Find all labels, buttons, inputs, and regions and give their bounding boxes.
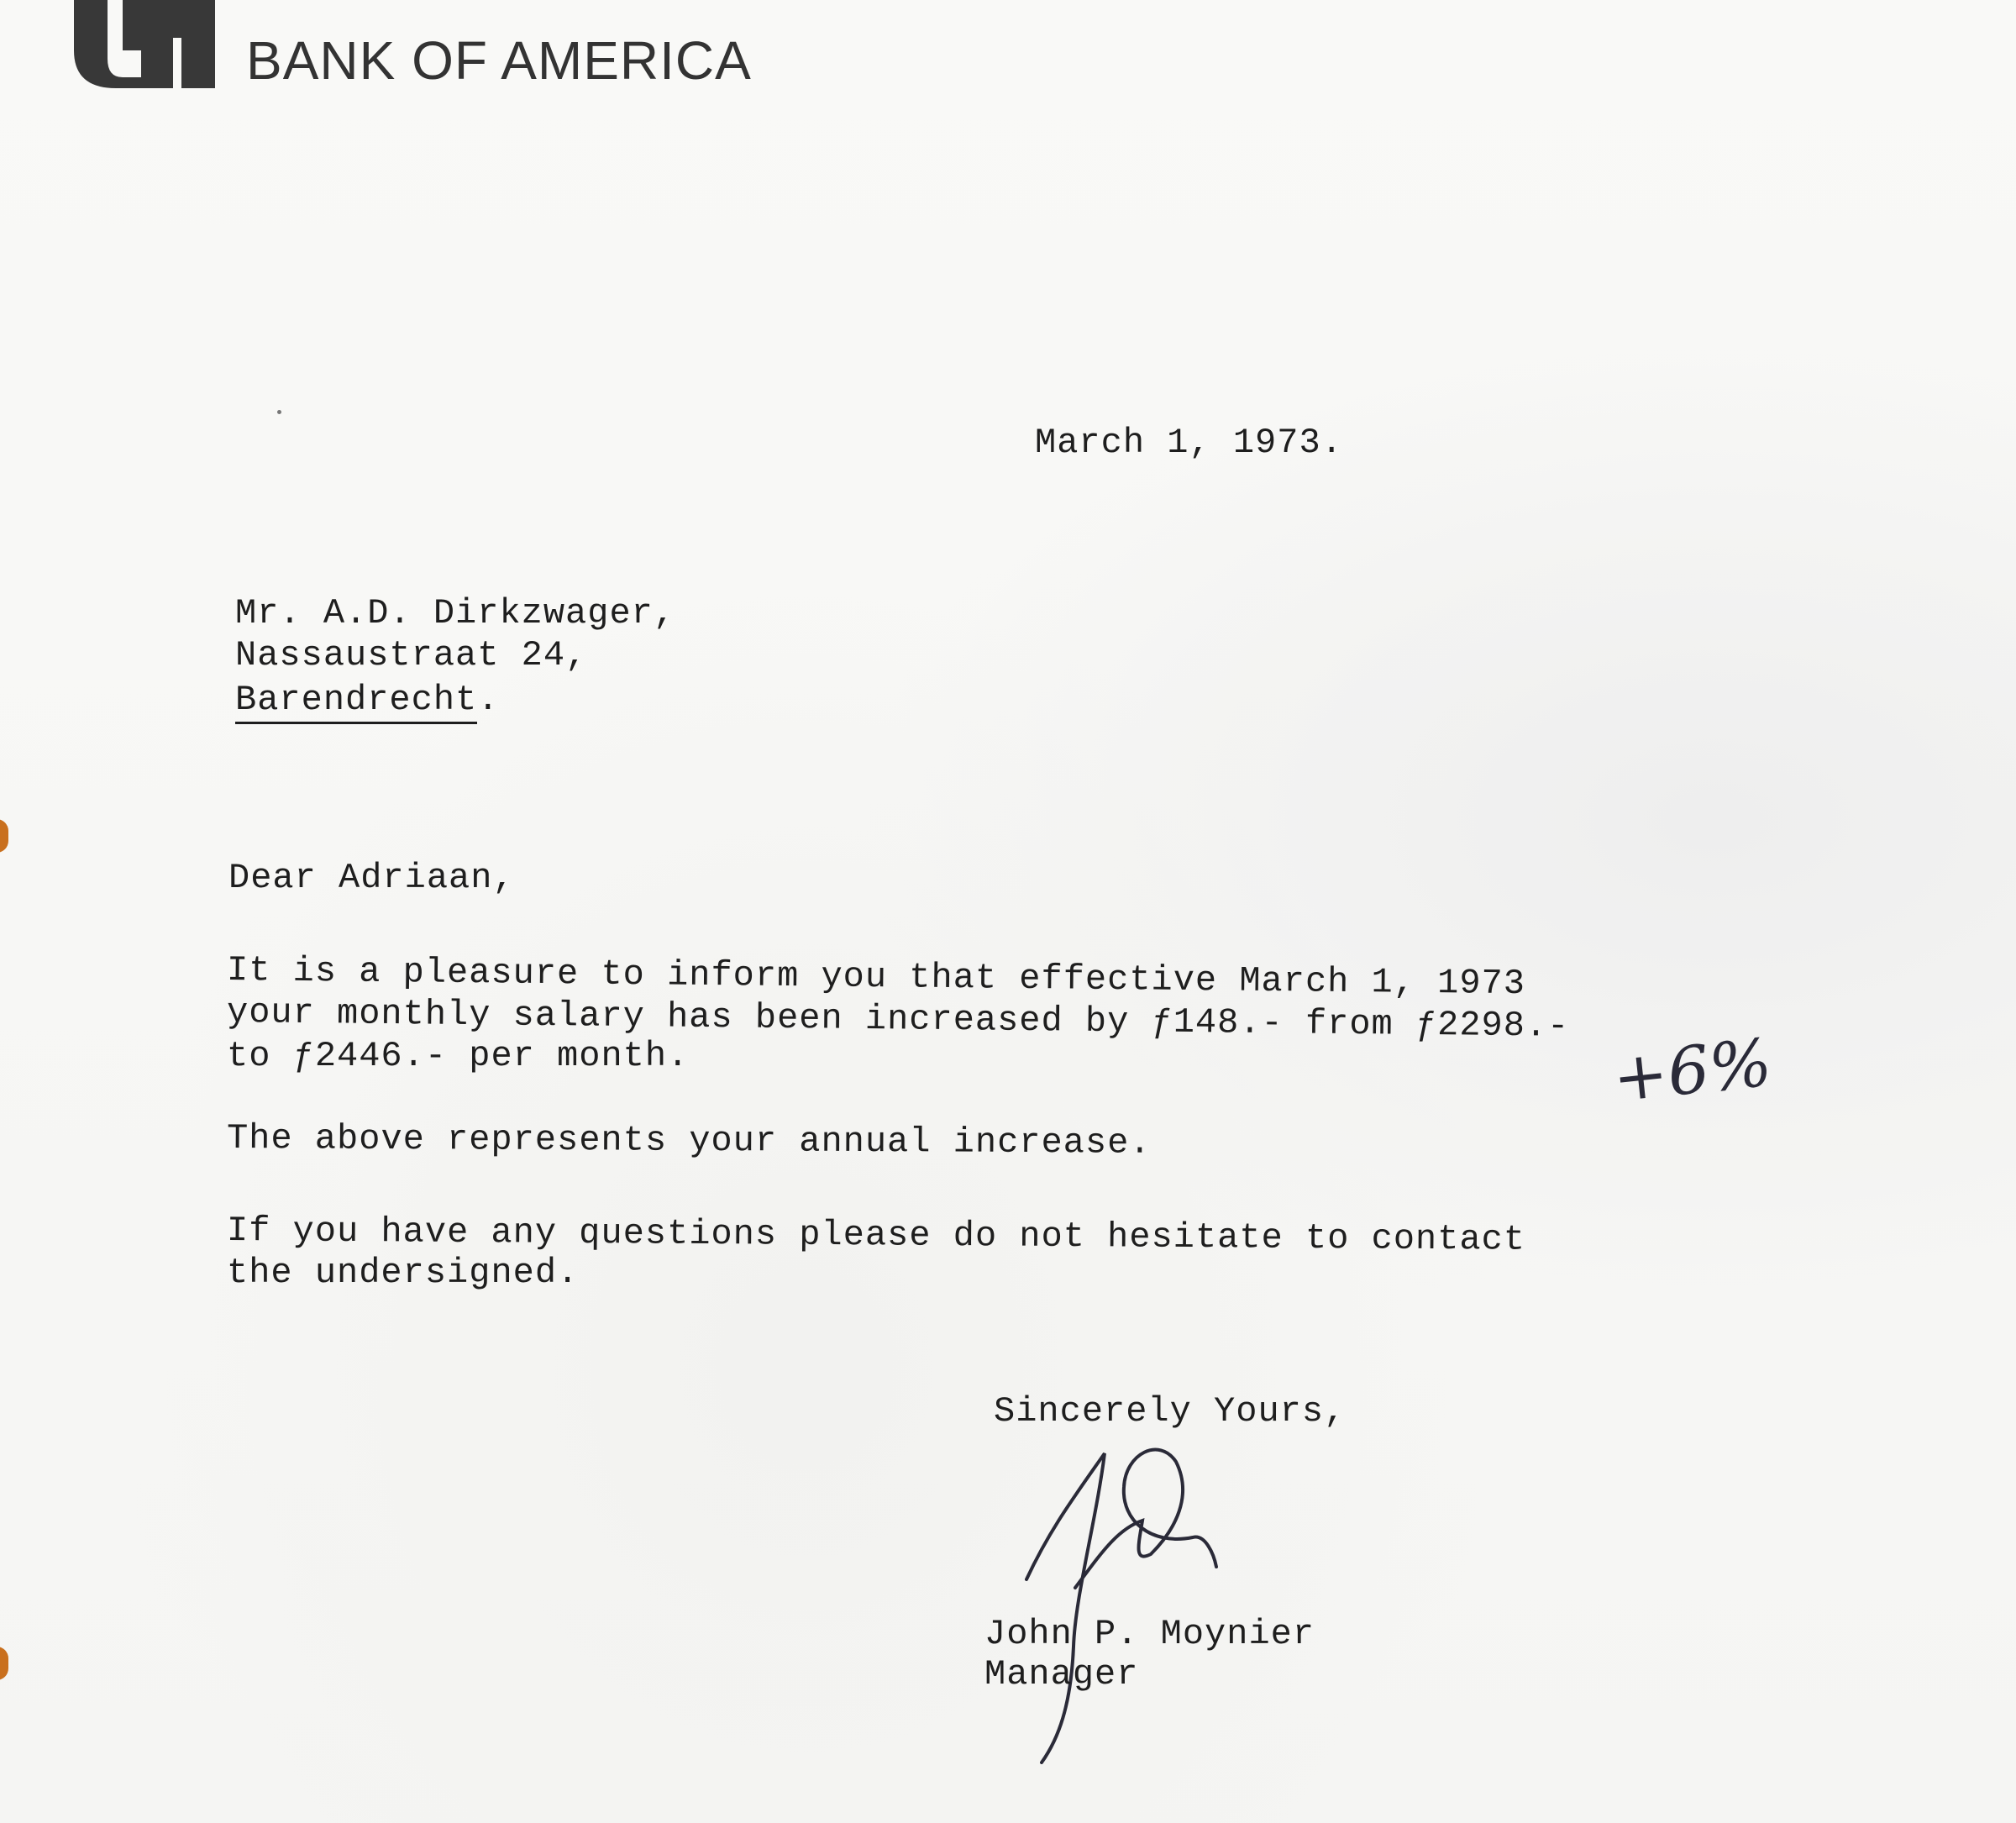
letter-date: March 1, 1973. [1035, 423, 1343, 463]
paragraph-1-line-2: your monthly salary has been increased by ƒ148.- from ƒ2298.- [226, 992, 1570, 1047]
handwritten-signature-icon [1025, 1428, 1294, 1764]
recipient-name: Mr. A.D. Dirkzwager, [235, 593, 676, 633]
recipient-city-suffix: . [477, 680, 500, 720]
paragraph-3-line-1: If you have any questions please do not hesitate to contact [226, 1211, 1526, 1260]
binder-hole [0, 819, 8, 853]
letterhead [74, 0, 830, 92]
recipient-street: Nassaustraat 24, [235, 635, 588, 675]
bank-logo-icon [74, 0, 225, 88]
paragraph-3-line-2: the undersigned. [227, 1253, 580, 1293]
recipient-city: Barendrecht [235, 680, 477, 724]
paper-speck [277, 410, 281, 414]
closing: Sincerely Yours, [994, 1391, 1347, 1432]
signer-name: John P. Moynier [984, 1614, 1315, 1654]
signer-title: Manager [984, 1654, 1139, 1694]
paragraph-1-line-3: to ƒ2446.- per month. [227, 1036, 690, 1076]
paragraph-1-line-1: It is a pleasure to inform you that effective March 1, 1973 [226, 950, 1526, 1005]
binder-hole [0, 1647, 8, 1680]
recipient-city-line [235, 679, 499, 721]
paragraph-2: The above represents your annual increase. [226, 1118, 1152, 1164]
handwritten-note: +6% [1609, 1025, 1776, 1117]
salutation: Dear Adriaan, [228, 858, 515, 898]
brand-name: BANK OF AMERICA [246, 30, 752, 91]
